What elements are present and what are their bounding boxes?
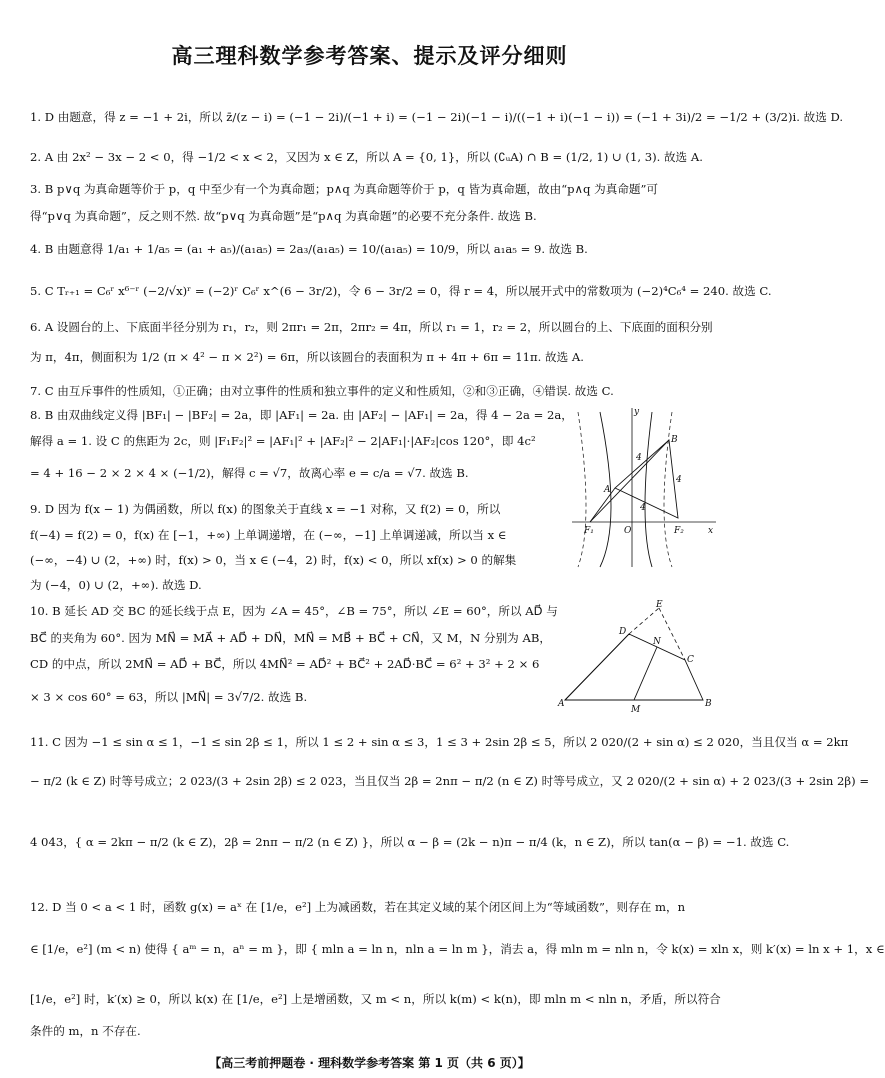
point-n-label: N [653, 637, 661, 647]
answer-6-line-1: 6. A 设圆台的上、下底面半径分别为 r₁，r₂，则 2πr₁ = 2π，2πr₂ = 4π，所以 r₁ = 1，r₂ = 2，所以圆台的上、下底面的面积分别 [30, 320, 713, 334]
answer-9-line-2: f(−4) = f(2) = 0，f(x) 在 [−1，+∞) 上单调递增，在 (−∞，−1] 上单调递减，所以当 x ∈ [30, 528, 507, 542]
point-a-label: A [558, 699, 565, 709]
point-a-label: A [604, 485, 611, 495]
point-b-label: B [705, 699, 712, 709]
answer-10-line-3: CD 的中点，所以 2MN⃗ = AD⃗ + BC⃗，所以 4MN⃗² = AD⃗² + BC⃗² + 2AD⃗·BC⃗ = 6² + 3² + 2 × 6 [30, 657, 540, 671]
segment-f1b [590, 440, 669, 522]
axis-label-x: x [708, 526, 714, 536]
answer-1: 1. D 由题意，得 z = −1 + 2i，所以 z̄/(z − i) = (−1 − 2i)/(−1 + i) = (−1 − 2i)(−1 − i)/((−1 + i)(−1 − i)) = (−1 + 3i)/2 = −1/2 + (3/2)i. 故选 D. [30, 110, 844, 124]
right-branch [645, 412, 652, 567]
point-b-label: B [671, 435, 678, 445]
extension-bc [659, 608, 685, 660]
answer-10-line-2: BC⃗ 的夹角为 60°. 因为 MN⃗ = MA⃗ + AD⃗ + DN⃗，MN⃗ = MB⃗ + BC⃗ + CN⃗，又 M，N 分别为 AB， [30, 631, 551, 645]
axis-label-y: y [634, 407, 640, 417]
segment-mn [634, 647, 657, 700]
answer-8-line-1: 8. B 由双曲线定义得 |BF₁| − |BF₂| = 2a，即 |AF₁| = 2a. 由 |AF₂| − |AF₁| = 2a，得 4 − 2a = 2a， [30, 408, 573, 422]
hyperbola-figure [570, 402, 720, 572]
answer-2: 2. A 由 2x² − 3x − 2 < 0，得 −1/2 < x < 2，又因为 x ∈ Z，所以 A = {0, 1}，所以 (∁ᵤA) ∩ B = (1/2, 1) ∪ (1, 3). 故选 A. [30, 150, 703, 164]
length-label-bf2: 4 [676, 475, 682, 485]
answer-3-line-1: 3. B p∨q 为真命题等价于 p，q 中至少有一个为真命题；p∧q 为真命题等价于 p，q 皆为真命题，故由“p∧q 为真命题”可 [30, 182, 659, 196]
answer-8-line-2: 解得 a = 1. 设 C 的焦距为 2c，则 |F₁F₂|² = |AF₁|² + |AF₂|² − 2|AF₁|·|AF₂|cos 120°，即 4c² [30, 434, 536, 448]
extension-ad [629, 608, 659, 634]
page-footer: 【高三考前押题卷 · 理科数学参考答案 第 1 页（共 6 页）】 [209, 1056, 530, 1070]
answer-11-line-1: 11. C 因为 −1 ≤ sin α ≤ 1，−1 ≤ sin 2β ≤ 1，所以 1 ≤ 2 + sin α ≤ 3，1 ≤ 3 + 2sin 2β ≤ 5，所以 2 020/(2 + sin α) ≤ 2 020，当且仅当 α = 2kπ [30, 735, 849, 749]
point-m-label: M [631, 705, 641, 715]
answer-10-line-4: × 3 × cos 60° = 63，所以 |MN⃗| = 3√7/2. 故选 B. [30, 690, 308, 704]
answer-3-line-2: 得“p∨q 为真命题”，反之则不然. 故“p∨q 为真命题”是“p∧q 为真命题”的必要不充分条件. 故选 B. [30, 209, 537, 223]
page-title: 高三理科数学参考答案、提示及评分细则 [171, 44, 568, 68]
answer-9-line-1: 9. D 因为 f(x − 1) 为偶函数，所以 f(x) 的图象关于直线 x = −1 对称，又 f(2) = 0，所以 [30, 502, 501, 516]
answer-11-line-3: 4 043，{ α = 2kπ − π/2 (k ∈ Z)，2β = 2nπ − π/2 (n ∈ Z) }，所以 α − β = (2k − n)π − π/4 (k，n ∈ Z)，所以 tan(α − β) = −1. 故选 C. [30, 835, 790, 849]
answer-5: 5. C Tᵣ₊₁ = C₆ʳ x⁶⁻ʳ (−2/√x)ʳ = (−2)ʳ C₆ʳ x^(6 − 3r/2)，令 6 − 3r/2 = 0，得 r = 4，所以展开式中的常数项为 (−2)⁴C₆⁴ = 240. 故选 C. [30, 284, 772, 298]
answer-12-line-2: ∈ [1/e，e²] (m < n) 使得 { aᵐ = n，aⁿ = m }，即 { mln a = ln n，nln a = ln m }，消去 a，得 mln m = nln n，令 k(x) = xln x，则 k′(x) = ln x + 1，x ∈ [30, 942, 885, 956]
answer-9-line-3: (−∞，−4) ∪ (2，+∞) 时，f(x) > 0，当 x ∈ (−4，2) 时，f(x) < 0，所以 xf(x) > 0 的解集 [30, 553, 517, 567]
point-f2-label: F₂ [674, 526, 684, 536]
point-c-label: C [687, 655, 694, 665]
point-f1-label: F₁ [584, 526, 594, 536]
answer-11-line-2: − π/2 (k ∈ Z) 时等号成立；2 023/(3 + 2sin 2β) ≤ 2 023，当且仅当 2β = 2nπ − π/2 (n ∈ Z) 时等号成立，又 2 020/(2 + sin α) + 2 023/(3 + 2sin 2β) = [30, 774, 870, 788]
answer-12-line-1: 12. D 当 0 < a < 1 时，函数 g(x) = aˣ 在 [1/e，e²] 上为减函数，若在其定义域的某个闭区间上为“等域函数”，则存在 m，n [30, 900, 686, 914]
answer-10-line-1: 10. B 延长 AD 交 BC 的延长线于点 E，因为 ∠A = 45°，∠B = 75°，所以 ∠E = 60°，所以 AD⃗ 与 [30, 604, 558, 618]
origin-label: O [624, 526, 632, 536]
length-label-ab: 4 [636, 453, 642, 463]
length-label-af2: 4 [640, 503, 646, 513]
answer-4: 4. B 由题意得 1/a₁ + 1/a₅ = (a₁ + a₅)/(a₁a₅) = 2a₃/(a₁a₅) = 10/(a₁a₅) = 10/9，所以 a₁a₅ = 9. 故选 B. [30, 242, 588, 256]
quadrilateral-abcd [565, 634, 703, 700]
answer-8-line-3: = 4 + 16 − 2 × 2 × 4 × (−1/2)，解得 c = √7，故离心率 e = c/a = √7. 故选 B. [30, 466, 469, 480]
answer-12-line-4: 条件的 m，n 不存在. [30, 1024, 141, 1038]
point-e-label: E [656, 600, 663, 610]
segment-ad [565, 634, 629, 700]
point-d-label: D [619, 627, 627, 637]
answer-12-line-3: [1/e，e²] 时，k′(x) ≥ 0，所以 k(x) 在 [1/e，e²] 上是增函数，又 m < n，所以 k(m) < k(n)，即 mln m < nln n，矛盾，所以符合 [30, 992, 721, 1006]
quadrilateral-figure [555, 598, 725, 716]
answer-7: 7. C 由互斥事件的性质知，①正确；由对立事件的性质和独立事件的定义和性质知，②和③正确，④错误. 故选 C. [30, 384, 614, 398]
triangle-abf2 [590, 440, 678, 522]
left-asymptote-curve [578, 412, 586, 567]
answer-9-line-4: 为 (−4，0) ∪ (2，+∞). 故选 D. [30, 578, 202, 592]
answer-6-line-2: 为 π，4π，侧面积为 1/2 (π × 4² − π × 2²) = 6π，所以该圆台的表面积为 π + 4π + 6π = 11π. 故选 A. [30, 350, 584, 364]
